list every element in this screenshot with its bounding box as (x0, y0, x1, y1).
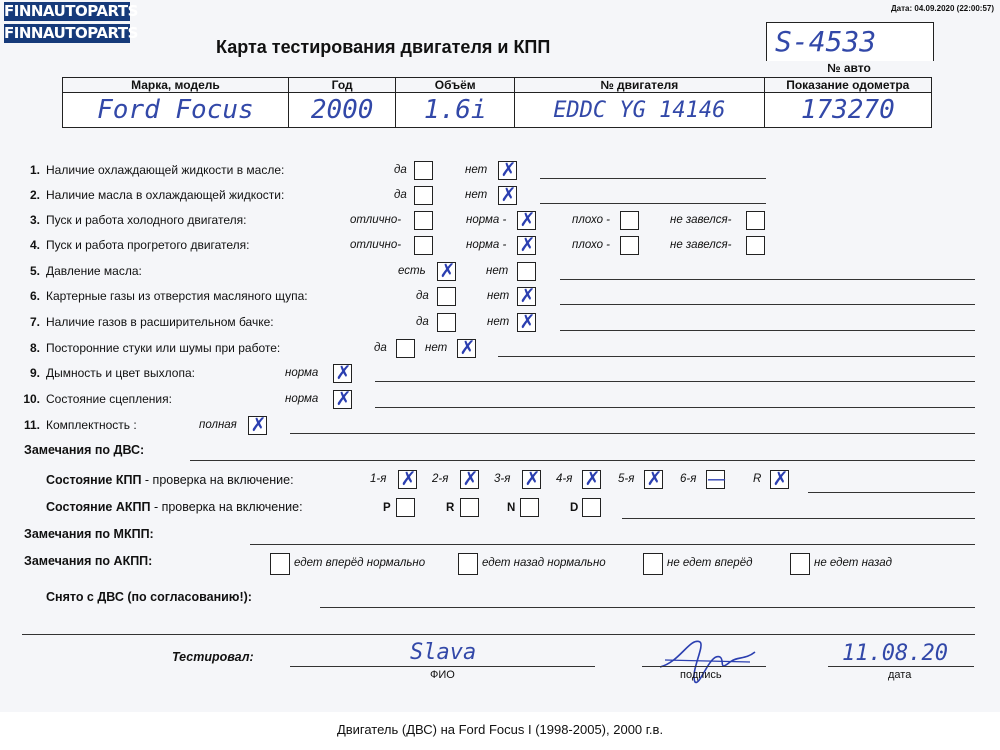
vehicle-info-value-row (63, 93, 932, 128)
check-4-checkbox[interactable] (620, 236, 639, 255)
check-3-checkbox[interactable] (620, 211, 639, 230)
col-engine-number: № двигателя (515, 78, 765, 93)
check-mark: ✗ (250, 414, 267, 436)
gear-mark: ✗ (462, 468, 479, 490)
value-make-model: Ford Focus (63, 93, 289, 128)
check-1-checkbox[interactable] (498, 161, 517, 180)
mkpp-remarks-label: Замечания по МКПП: (24, 527, 154, 541)
check-question-4 (22, 238, 250, 252)
check-10-checkbox[interactable] (333, 390, 352, 409)
check-7-option-label: да (416, 316, 429, 328)
check-label: Дымность и цвет выхлопа: (46, 366, 195, 380)
manual-gearbox-label (46, 473, 294, 487)
check-mark: ✗ (500, 159, 517, 181)
akpp-position-label: P (383, 502, 391, 514)
gear-label: R (753, 473, 762, 485)
check-11-remark-line (290, 433, 975, 434)
check-9-remark-line (375, 381, 975, 382)
check-label: Наличие газов в расширительном бачке: (46, 315, 274, 329)
engine-remarks-label: Замечания по ДВС: (24, 443, 145, 457)
check-10-remark-line (375, 407, 975, 408)
gear-label: 6-я (680, 473, 697, 485)
check-question-11 (22, 418, 137, 432)
check-4-checkbox[interactable] (746, 236, 765, 255)
gear-mark: — (707, 468, 726, 490)
check-question-8 (22, 341, 280, 355)
col-volume: Объём (396, 78, 515, 93)
page-caption: Двигатель (ДВС) на Ford Focus I (1998-2005), 2000 г.в. (336, 722, 664, 737)
check-6-remark-line (560, 304, 975, 305)
akpp-remark-checkbox[interactable] (790, 553, 810, 575)
value-engine-number: EDDC YG 14146 (515, 93, 765, 128)
check-label: Пуск и работа холодного двигателя: (46, 213, 247, 227)
value-volume: 1.6i (396, 93, 515, 128)
check-1-option-label: да (394, 164, 407, 176)
check-4-option-label: плохо - (572, 239, 610, 251)
signature-scribble (650, 632, 760, 692)
check-6-option-label: да (416, 290, 429, 302)
signature-line (642, 666, 766, 667)
check-8-option-label: нет (425, 342, 448, 354)
gear-mark: ✗ (584, 468, 601, 490)
mkpp-remarks-line (250, 544, 975, 545)
check-3-checkbox[interactable] (414, 211, 433, 230)
check-1-remark-line (540, 178, 766, 179)
check-question-7 (22, 315, 274, 329)
check-mark: ✗ (335, 362, 352, 384)
check-question-9 (22, 366, 195, 380)
fio-line (290, 666, 595, 667)
signature-label: подпись (680, 669, 722, 681)
check-mark: ✗ (459, 337, 476, 359)
vehicle-info-header-row (63, 78, 932, 93)
check-number: 9. (29, 366, 40, 380)
check-8-checkbox[interactable] (457, 339, 476, 358)
check-number: 1. (29, 163, 40, 177)
fio-label: ФИО (430, 669, 455, 681)
date-label: дата (888, 669, 912, 681)
akpp-remarks-label: Замечания по АКПП: (24, 554, 153, 568)
gear-label: 3-я (494, 473, 511, 485)
auto-gearbox-label-rest: - проверка на включение: (150, 500, 303, 514)
vehicle-info-table (62, 77, 932, 128)
check-mark: ✗ (500, 184, 517, 206)
gear-label: 4-я (556, 473, 573, 485)
check-label: Давление масла: (46, 264, 142, 278)
check-mark: ✗ (439, 260, 456, 282)
check-question-10 (22, 392, 172, 406)
check-1-checkbox[interactable] (414, 161, 433, 180)
check-number: 5. (29, 264, 40, 278)
tester-name: Slava (410, 640, 477, 665)
check-5-remark-line (560, 279, 975, 280)
check-2-checkbox[interactable] (414, 186, 433, 205)
check-6-checkbox[interactable] (517, 287, 536, 306)
check-question-3 (22, 213, 246, 227)
check-7-checkbox[interactable] (517, 313, 536, 332)
check-label: Пуск и работа прогретого двигателя: (46, 238, 250, 252)
akpp-position-label: R (446, 502, 455, 514)
removed-line (320, 607, 975, 608)
akpp-remark-option-label: не едет вперёд (667, 557, 753, 569)
check-2-option-label: нет (465, 189, 488, 201)
check-5-checkbox[interactable] (517, 262, 536, 281)
gear-checkbox[interactable] (770, 470, 789, 489)
gear-mark: ✗ (772, 468, 789, 490)
removed-label: Снято с ДВС (по согласованию!): (46, 590, 252, 604)
akpp-remark-checkbox[interactable] (458, 553, 478, 575)
check-label: Наличие масла в охлаждающей жидкости: (46, 188, 285, 202)
check-3-option-label: не завелся- (670, 214, 732, 226)
check-label: Посторонние стуки или шумы при работе: (46, 341, 281, 355)
akpp-position-checkbox[interactable] (396, 498, 415, 517)
check-9-checkbox[interactable] (333, 364, 352, 383)
check-1-option-label: нет (465, 164, 488, 176)
gear-mark: ✗ (400, 468, 417, 490)
check-10-option-label: норма (285, 393, 319, 405)
check-8-option-label: да (374, 342, 387, 354)
check-7-remark-line (560, 330, 975, 331)
check-number: 8. (29, 341, 40, 355)
check-2-checkbox[interactable] (498, 186, 517, 205)
check-4-option-label: не завелся- (670, 239, 732, 251)
akpp-position-checkbox[interactable] (582, 498, 601, 517)
check-3-checkbox[interactable] (517, 211, 536, 230)
akpp-position-label: D (570, 502, 579, 514)
stock-number-box (766, 22, 934, 61)
gear-label: 1-я (370, 473, 387, 485)
check-number: 4. (29, 238, 40, 252)
check-8-remark-line (498, 356, 975, 357)
manual-gearbox-label-rest: - проверка на включение: (141, 473, 294, 487)
check-6-checkbox[interactable] (437, 287, 456, 306)
check-11-option-label: полная (199, 419, 237, 431)
akpp-position-checkbox[interactable] (460, 498, 479, 517)
stock-number-value: S-4533 (775, 25, 877, 58)
value-odometer: 173270 (764, 93, 931, 128)
check-question-2 (22, 188, 284, 202)
gear-checkbox[interactable] (398, 470, 417, 489)
check-9-option-label: норма (285, 367, 319, 379)
check-question-6 (22, 289, 308, 303)
check-mark: ✗ (519, 209, 536, 231)
check-4-checkbox[interactable] (414, 236, 433, 255)
gear-mark: ✗ (524, 468, 541, 490)
gear-checkbox[interactable] (582, 470, 601, 489)
akpp-remark-option-label: едет вперёд нормально (294, 557, 426, 569)
tested-label: Тестировал: (172, 650, 254, 664)
check-mark: ✗ (335, 388, 352, 410)
auto-gearbox-line (622, 518, 975, 519)
check-label: Картерные газы из отверстия масляного щупа: (46, 289, 308, 303)
col-year: Год (288, 78, 396, 93)
check-5-option-label: нет (486, 265, 509, 277)
gear-label: 5-я (618, 473, 635, 485)
card-title: Карта тестирования двигателя и КПП (216, 37, 551, 57)
akpp-position-label: N (507, 502, 516, 514)
value-year: 2000 (288, 93, 396, 128)
check-mark: ✗ (519, 311, 536, 333)
engine-remarks-line (190, 460, 975, 461)
akpp-remark-checkbox[interactable] (643, 553, 663, 575)
check-4-option-label: отлично- (350, 239, 402, 251)
gear-checkbox[interactable] (644, 470, 663, 489)
check-number: 2. (29, 188, 40, 202)
check-2-remark-line (540, 203, 766, 204)
check-4-checkbox[interactable] (517, 236, 536, 255)
check-number: 10. (23, 392, 40, 406)
check-2-option-label: да (394, 189, 407, 201)
col-make-model: Марка, модель (63, 78, 289, 93)
check-mark: ✗ (519, 285, 536, 307)
check-4-option-label: норма - (466, 239, 507, 251)
auto-gearbox-label-bold: Состояние АКПП (46, 500, 151, 514)
gear-checkbox[interactable] (460, 470, 479, 489)
check-question-1 (22, 163, 284, 177)
check-5-checkbox[interactable] (437, 262, 456, 281)
check-3-option-label: норма - (466, 214, 507, 226)
gear-mark: ✗ (646, 468, 663, 490)
divider-line (22, 634, 975, 635)
check-number: 11. (23, 418, 40, 432)
gear-checkbox[interactable] (522, 470, 541, 489)
check-question-5 (22, 264, 142, 278)
check-number: 7. (29, 315, 40, 329)
check-7-checkbox[interactable] (437, 313, 456, 332)
akpp-position-checkbox[interactable] (520, 498, 539, 517)
akpp-remark-option-label: едет назад нормально (482, 557, 606, 569)
gear-checkbox[interactable] (706, 470, 725, 489)
check-8-checkbox[interactable] (396, 339, 415, 358)
test-date: 11.08.20 (842, 641, 948, 666)
check-3-checkbox[interactable] (746, 211, 765, 230)
check-label: Комплектность : (46, 418, 137, 432)
check-mark: ✗ (519, 234, 536, 256)
col-odometer: Показание одометра (764, 78, 931, 93)
check-number: 3. (29, 213, 40, 227)
akpp-remark-option-label: не едет назад (814, 557, 893, 569)
gear-label: 2-я (432, 473, 449, 485)
manual-gearbox-line (808, 492, 975, 493)
check-label: Наличие охлаждающей жидкости в масле: (46, 163, 285, 177)
auto-gearbox-label (46, 500, 303, 514)
akpp-remark-checkbox[interactable] (270, 553, 290, 575)
check-5-option-label: есть (398, 265, 426, 277)
manual-gearbox-label-bold: Состояние КПП (46, 473, 142, 487)
check-11-checkbox[interactable] (248, 416, 267, 435)
check-3-option-label: плохо - (572, 214, 610, 226)
check-7-option-label: нет (487, 316, 510, 328)
check-6-option-label: нет (487, 290, 510, 302)
check-3-option-label: отлично- (350, 214, 402, 226)
brand-logo-top: FINNAUTOPARTS (4, 2, 138, 20)
brand-logo-bottom: FINNAUTOPARTS (4, 24, 138, 42)
check-label: Состояние сцепления: (46, 392, 172, 406)
stock-number-label: № авто (827, 61, 871, 75)
date-stamp: Дата: 04.09.2020 (22:00:57) (890, 4, 994, 13)
date-line (828, 666, 974, 667)
check-number: 6. (29, 289, 40, 303)
